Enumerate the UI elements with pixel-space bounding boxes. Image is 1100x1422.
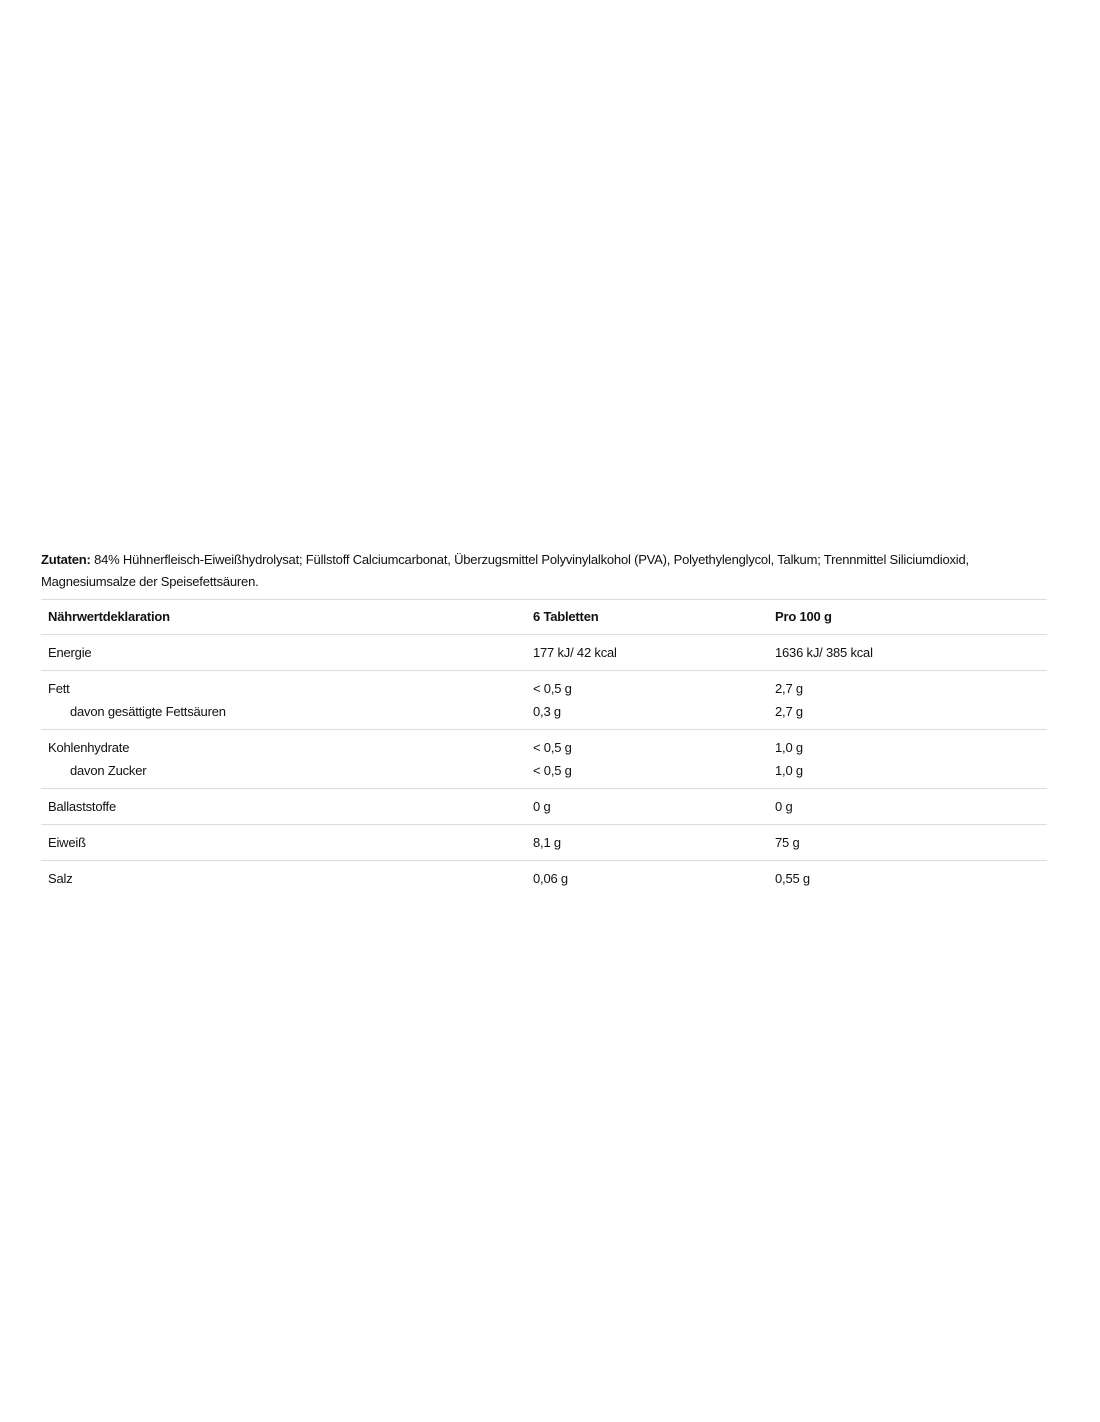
nutrient-name: Fett	[48, 681, 70, 696]
nutrient-name: Kohlenhydrate	[48, 740, 130, 755]
value-per-100g: 0,55 g	[775, 871, 810, 886]
nutrition-table-header-row	[41, 600, 1047, 635]
value-per-100g: 1,0 g	[775, 740, 803, 755]
value-per-6-tablets: 177 kJ/ 42 kcal	[533, 645, 617, 660]
ingredients-label: Zutaten:	[41, 552, 91, 567]
nutrient-name: davon gesättigte Fettsäuren	[70, 704, 226, 719]
nutrient-name: Ballaststoffe	[48, 799, 116, 814]
nutrient-name-cell	[41, 671, 533, 730]
table-row	[41, 635, 1047, 671]
value-per-100g-cell	[775, 730, 1047, 789]
value-per-6-tablets-cell	[533, 730, 775, 789]
value-per-100g-cell	[775, 825, 1047, 861]
nutrient-name-cell	[41, 825, 533, 861]
value-per-100g-cell	[775, 861, 1047, 897]
table-row	[41, 671, 1047, 730]
value-per-100g: 2,7 g	[775, 681, 803, 696]
value-per-100g: 2,7 g	[775, 704, 803, 719]
nutrient-name-cell	[41, 635, 533, 671]
nutrient-name-cell	[41, 730, 533, 789]
header-per-6-tablets: 6 Tabletten	[533, 609, 599, 624]
value-per-100g-cell	[775, 789, 1047, 825]
value-per-6-tablets: < 0,5 g	[533, 740, 572, 755]
value-per-6-tablets: < 0,5 g	[533, 763, 572, 778]
value-per-6-tablets-cell	[533, 825, 775, 861]
ingredients-text	[41, 549, 1047, 593]
header-nutrition-declaration: Nährwertdeklaration	[48, 609, 170, 624]
nutrition-table-body	[41, 635, 1047, 897]
value-per-100g: 1,0 g	[775, 763, 803, 778]
value-per-6-tablets-cell	[533, 671, 775, 730]
value-per-6-tablets-cell	[533, 861, 775, 897]
nutrient-name: Energie	[48, 645, 92, 660]
nutrition-table	[41, 599, 1047, 896]
value-per-100g: 0 g	[775, 799, 793, 814]
value-per-6-tablets-cell	[533, 635, 775, 671]
header-per-100g: Pro 100 g	[775, 609, 832, 624]
ingredients-list: 84% Hühnerfleisch-Eiweißhydrolysat; Füllstoff Calciumcarbonat, Überzugsmittel Polyvinylalkohol (PVA), Polyethylenglycol, Talkum; Trennmittel Siliciumdioxid, Magnesiumsalze der Speisefettsäuren.	[41, 552, 969, 589]
nutrient-name: Salz	[48, 871, 73, 886]
value-per-6-tablets-cell	[533, 789, 775, 825]
value-per-6-tablets: 0,06 g	[533, 871, 568, 886]
table-row	[41, 861, 1047, 897]
table-row	[41, 730, 1047, 789]
table-row	[41, 789, 1047, 825]
value-per-100g: 75 g	[775, 835, 800, 850]
value-per-6-tablets: 0,3 g	[533, 704, 561, 719]
value-per-6-tablets: 8,1 g	[533, 835, 561, 850]
value-per-6-tablets: < 0,5 g	[533, 681, 572, 696]
nutrient-name: Eiweiß	[48, 835, 86, 850]
value-per-6-tablets: 0 g	[533, 799, 551, 814]
table-row	[41, 825, 1047, 861]
value-per-100g-cell	[775, 635, 1047, 671]
nutrient-name: davon Zucker	[70, 763, 147, 778]
nutrient-name-cell	[41, 789, 533, 825]
value-per-100g-cell	[775, 671, 1047, 730]
nutrient-name-cell	[41, 861, 533, 897]
value-per-100g: 1636 kJ/ 385 kcal	[775, 645, 873, 660]
